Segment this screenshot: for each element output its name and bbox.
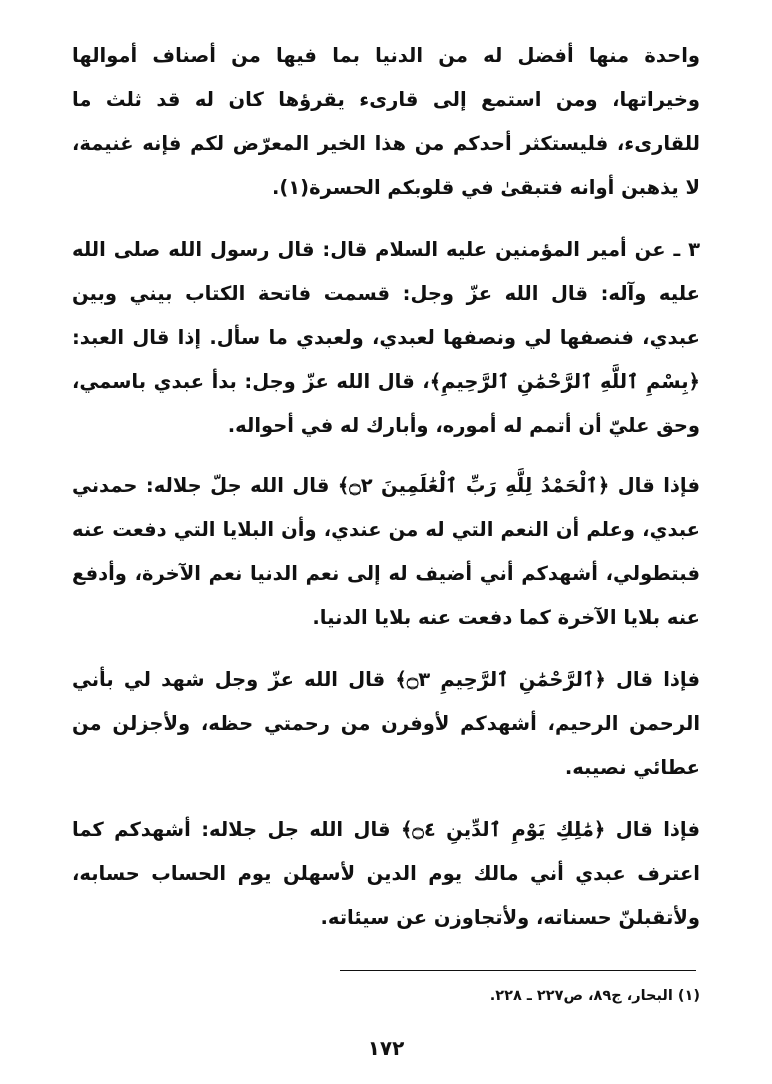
paragraph-5-malik: فإذا قال ﴿مَٰلِكِ يَوْمِ ٱلدِّينِ ۝٤﴾ قال الله جل جلاله: أشهدكم كما اعترف عبدي أني مالك يوم الدين لأسهلن يوم الحساب حسابه، ولأتقبلنّ حسناته، ولأتجاوزن عن سيئاته. bbox=[72, 818, 701, 929]
page-number: ١٧٢ bbox=[367, 1036, 405, 1060]
footnote-divider bbox=[340, 970, 696, 971]
paragraph-4-arrahman: فإذا قال ﴿ٱلرَّحْمَٰنِ ٱلرَّحِيمِ ۝٣﴾ قال الله عزّ وجل شهد لي بأني الرحمن الرحيم، أشهدكم لأوفرن من رحمتي حظه، ولأجزلن من عطائي نصيبه. bbox=[72, 668, 700, 779]
paragraph-3-alhamd: فإذا قال ﴿ٱلْحَمْدُ لِلَّهِ رَبِّ ٱلْعَٰلَمِينَ ۝٢﴾ قال الله جلّ جلاله: حمدني عبدي، وعلم أن النعم التي له من عندي، وأن البلايا التي دفعت عنه فبتطولي، أشهدكم أني أضيف له إلى نعم الدنيا نعم الآخرة، وأدفع عنه بلايا الآخرة كما دفعت عنه بلايا الدنيا. bbox=[72, 474, 700, 629]
footnote: (١) البحار، ج٨٩، ص٢٢٧ ـ ٢٢٨. bbox=[489, 988, 700, 1004]
paragraph-1: واحدة منها أفضل له من الدنيا بما فيها من أصناف أموالها وخيراتها، ومن استمع إلى قارىء يقرؤها كان له قد ثلث ما للقارىء، فليستكثر أحدكم من هذا الخير المعرّض لكم فإنه غنيمة، لا يذهبن أوانه فتبقىٰ في قلوبكم الحسرة(١). bbox=[72, 44, 700, 199]
paragraph-2-hadith: ٣ ـ عن أمير المؤمنين عليه السلام قال: قال رسول الله صلى الله عليه وآله: قال الله عزّ وجل: قسمت فاتحة الكتاب بيني وبين عبدي، فنصفها لي ونصفها لعبدي، ولعبدي ما سأل. إذا قال العبد: ﴿بِسْمِ ٱللَّهِ ٱلرَّحْمَٰنِ ٱلرَّحِيمِ﴾، قال الله عزّ وجل: بدأ عبدي باسمي، وحق عليّ أن أتمم له أموره، وأبارك له في أحواله. bbox=[72, 238, 700, 437]
